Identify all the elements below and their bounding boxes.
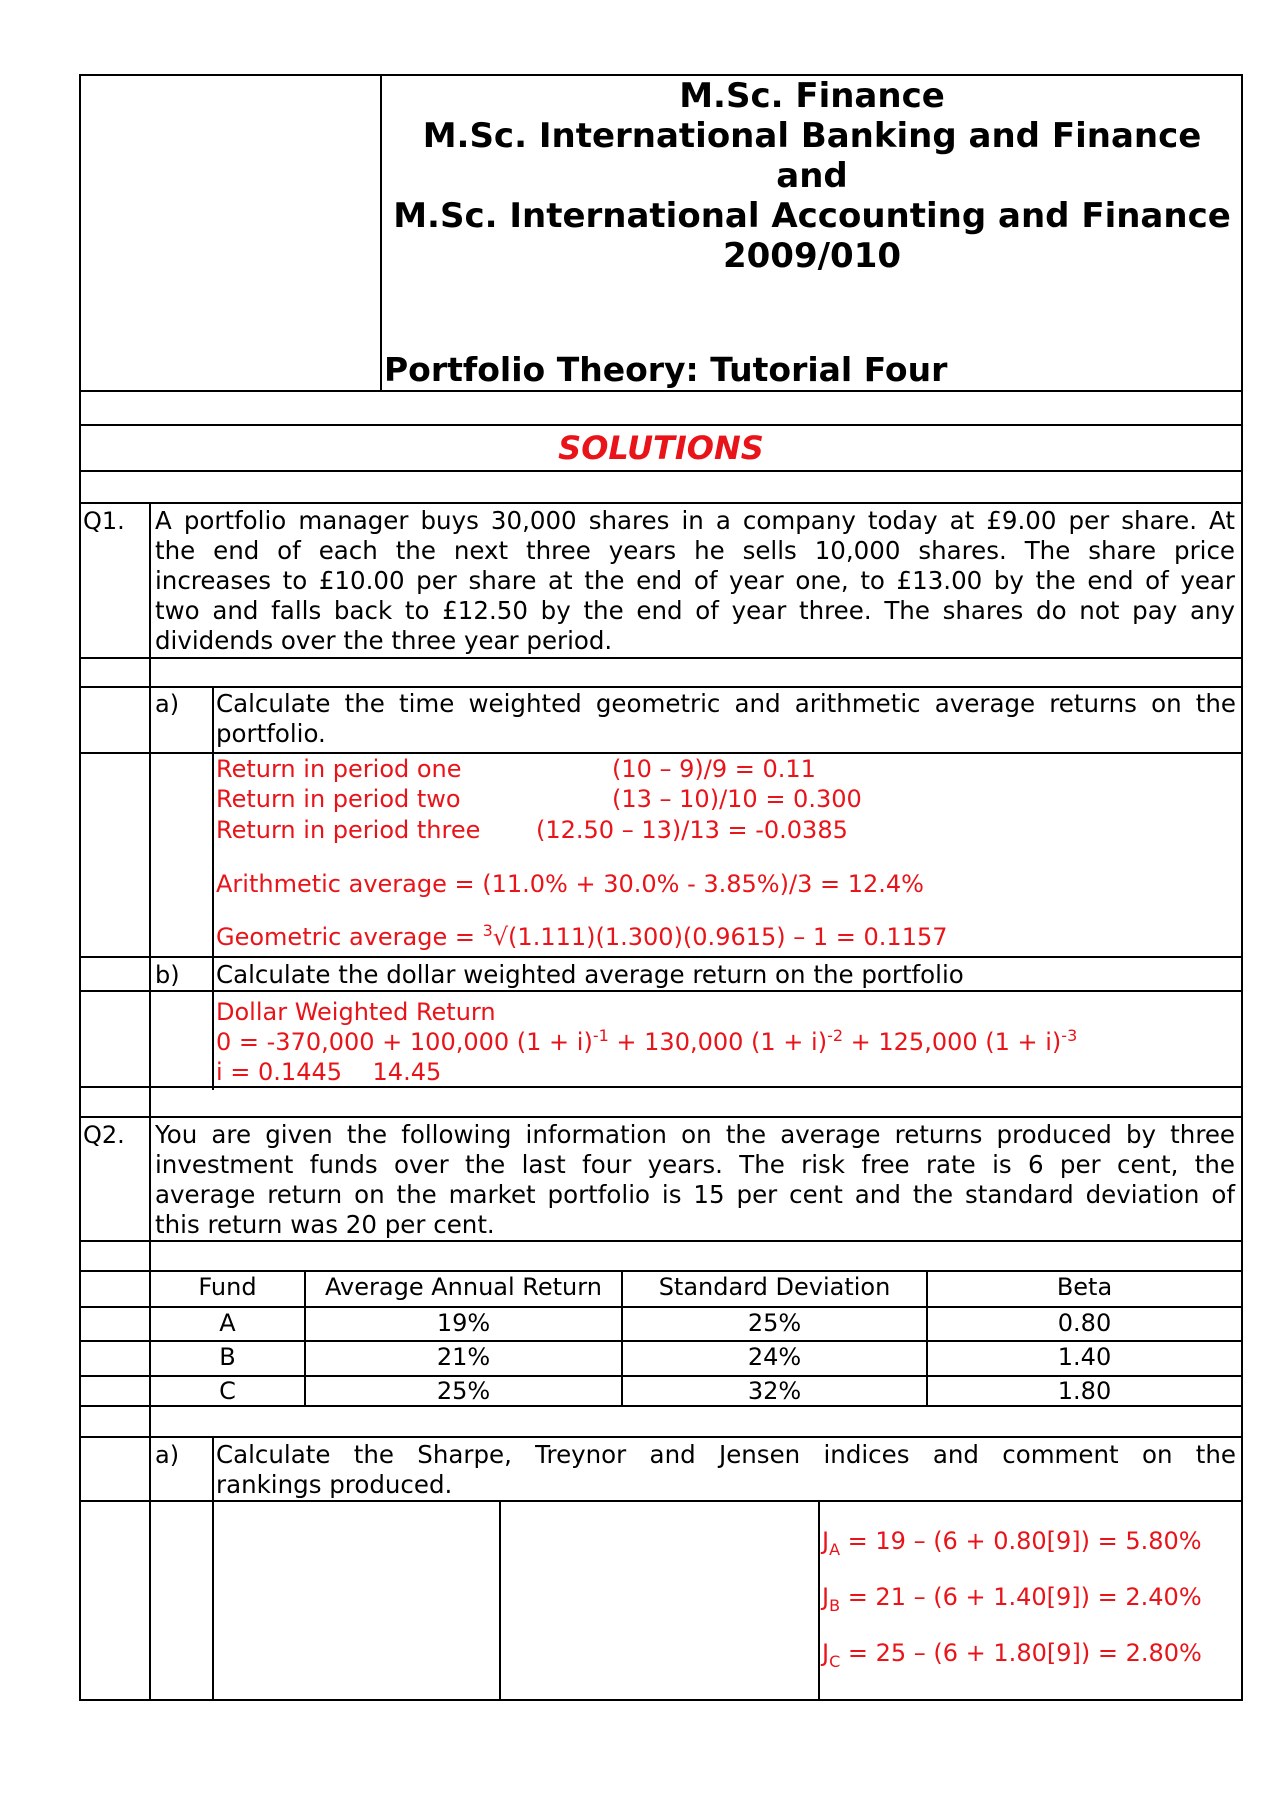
table-cell: 1.40 xyxy=(1057,1343,1112,1371)
dwr-result: i = 0.1445 14.45 xyxy=(216,1058,442,1086)
q2-text-line: average return on the market portfolio is 15 per cent and the standard deviation of xyxy=(155,1180,1235,1209)
return-label-1: Return in period one xyxy=(216,755,462,783)
q2a-question xyxy=(216,1440,1236,1500)
header-line-2: M.Sc. International Banking and Finance xyxy=(422,116,1202,156)
q1-text-line: A portfolio manager buys 30,000 shares in a company today at £9.00 per share. At xyxy=(155,506,1235,535)
jensen-a xyxy=(822,1526,1202,1559)
table-cell: B xyxy=(219,1343,236,1371)
jensen-symbol: J xyxy=(822,1639,830,1667)
geo-formula: √(1.111)(1.300)(0.9615) – 1 = 0.1157 xyxy=(492,923,948,951)
q1-text-line: two and falls back to £12.50 by the end of year three. The shares do not pay any xyxy=(155,596,1235,625)
jensen-symbol: J xyxy=(822,1527,830,1555)
geo-prefix: Geometric average = xyxy=(216,923,483,951)
q1a-label: a) xyxy=(155,690,180,718)
table-header: Fund xyxy=(198,1273,257,1301)
dwr-term-1: 0 = -370,000 + 100,000 (1 + i) xyxy=(216,1028,593,1056)
jensen-fund: B xyxy=(829,1595,841,1615)
jensen-calc: = 25 – (6 + 1.80[9]) = 2.80% xyxy=(840,1639,1202,1667)
solutions-heading: SOLUTIONS xyxy=(558,429,764,467)
return-calc-1: (10 – 9)/9 = 0.11 xyxy=(612,755,816,783)
table-cell: 19% xyxy=(436,1309,491,1337)
header-line-1: M.Sc. Finance xyxy=(679,76,945,116)
jensen-fund: C xyxy=(829,1651,841,1671)
jensen-fund: A xyxy=(829,1539,841,1559)
table-header: Average Annual Return xyxy=(325,1273,602,1301)
table-cell: 0.80 xyxy=(1057,1309,1112,1337)
table-cell: 24% xyxy=(747,1343,802,1371)
table-cell: 21% xyxy=(436,1343,491,1371)
q2-text-line: You are given the following information on the average returns produced by three xyxy=(155,1120,1235,1149)
jensen-b xyxy=(822,1582,1202,1615)
q2-question xyxy=(155,1120,1235,1240)
q2-text-line: investment funds over the last four years. The risk free rate is 6 per cent, the xyxy=(155,1150,1235,1179)
table-cell: 25% xyxy=(436,1377,491,1405)
jensen-c xyxy=(822,1638,1202,1671)
header-line-4: M.Sc. International Accounting and Finance xyxy=(393,196,1231,236)
q1-question xyxy=(155,506,1235,656)
table-cell: 1.80 xyxy=(1057,1377,1112,1405)
q1b-question: Calculate the dollar weighted average return on the portfolio xyxy=(216,960,964,989)
q2-label: Q2. xyxy=(83,1121,125,1149)
arithmetic-average: Arithmetic average = (11.0% + 30.0% - 3.85%)/3 = 12.4% xyxy=(216,870,924,898)
dwr-exp-3: -3 xyxy=(1061,1026,1078,1045)
geometric-average xyxy=(216,922,948,952)
jensen-symbol: J xyxy=(822,1583,830,1611)
q1a-question xyxy=(216,689,1236,749)
dwr-term-3: + 125,000 (1 + i) xyxy=(843,1028,1062,1056)
geo-root-index: 3 xyxy=(482,921,493,940)
q1-label: Q1. xyxy=(83,507,125,535)
q2-text-line: this return was 20 per cent. xyxy=(155,1210,495,1239)
q1a-text-line: Calculate the time weighted geometric and arithmetic average returns on the xyxy=(216,689,1236,718)
table-cell: 25% xyxy=(747,1309,802,1337)
q1-text-line: dividends over the three year period. xyxy=(155,626,613,655)
jensen-calc: = 21 – (6 + 1.40[9]) = 2.40% xyxy=(840,1583,1202,1611)
table-cell: A xyxy=(219,1309,236,1337)
return-calc-2: (13 – 10)/10 = 0.300 xyxy=(612,785,862,813)
page-title: Portfolio Theory: Tutorial Four xyxy=(384,350,948,389)
q2a-label: a) xyxy=(155,1441,180,1469)
dwr-title: Dollar Weighted Return xyxy=(216,998,496,1026)
q2a-text-line: rankings produced. xyxy=(216,1470,453,1499)
q1b-label: b) xyxy=(155,961,180,989)
header-line-3: and xyxy=(776,156,848,196)
dwr-term-2: + 130,000 (1 + i) xyxy=(608,1028,828,1056)
table-header: Beta xyxy=(1056,1273,1113,1301)
return-label-3: Return in period three xyxy=(216,816,481,844)
dwr-equation xyxy=(216,1027,1077,1057)
return-calc-3: (12.50 – 13)/13 = -0.0385 xyxy=(536,816,848,844)
table-header: Standard Deviation xyxy=(658,1273,891,1301)
table-cell: 32% xyxy=(747,1377,802,1405)
q1a-text-line: portfolio. xyxy=(216,719,326,748)
jensen-calc: = 19 – (6 + 0.80[9]) = 5.80% xyxy=(840,1527,1202,1555)
dwr-exp-1: -1 xyxy=(592,1026,609,1045)
q1-text-line: increases to £10.00 per share at the end of year one, to £13.00 by the end of year xyxy=(155,566,1235,595)
q2a-text-line: Calculate the Sharpe, Treynor and Jensen indices and comment on the xyxy=(216,1440,1236,1469)
q1-text-line: the end of each the next three years he sells 10,000 shares. The share price xyxy=(155,536,1235,565)
dwr-exp-2: -2 xyxy=(827,1026,844,1045)
header-line-5: 2009/010 xyxy=(722,236,902,276)
return-label-2: Return in period two xyxy=(216,785,461,813)
table-cell: C xyxy=(219,1377,236,1405)
